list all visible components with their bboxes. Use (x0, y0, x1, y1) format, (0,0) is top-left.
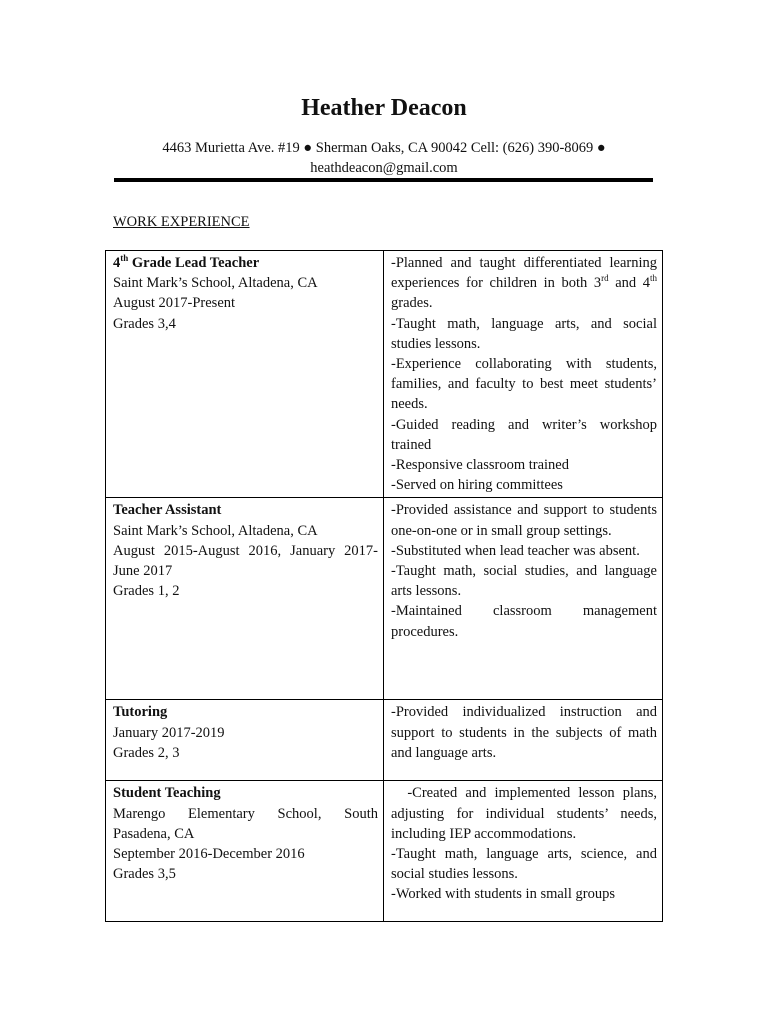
job-dates: August 2017-Present (113, 295, 236, 312)
table-row (106, 781, 663, 922)
contact-info (112, 138, 656, 178)
work-experience-heading: WORK EXPERIENCE (113, 214, 250, 230)
job-duties-cell (384, 700, 663, 781)
work-experience-table (105, 250, 663, 922)
table-row (106, 251, 663, 498)
duty-item: -Taught math, language arts, science, and social studies lessons. (391, 846, 657, 883)
job-role: Teacher Assistant (113, 502, 222, 519)
duty-item: -Worked with students in small groups (391, 886, 615, 903)
contact-email: heathdeacon@gmail.com (310, 160, 458, 176)
duty-item: -Served on hiring committees (391, 477, 563, 494)
job-role: 4th Grade Lead Teacher (113, 253, 260, 271)
job-dates: September 2016-December 2016 (113, 846, 305, 863)
duty-item: -Guided reading and writer’s workshop trained (391, 416, 657, 453)
contact-address-phone: 4463 Murietta Ave. #19 ● Sherman Oaks, CA 90042 Cell: (626) 390-8069 ● (162, 140, 606, 156)
job-grades: Grades 1, 2 (113, 583, 180, 600)
duty-item: -Taught math, social studies, and language arts lessons. (391, 563, 657, 600)
job-role: Student Teaching (113, 785, 221, 802)
job-role: Tutoring (113, 704, 168, 721)
job-grades: Grades 2, 3 (113, 744, 180, 761)
job-details-cell (106, 781, 384, 922)
job-dates: January 2017-2019 (113, 724, 225, 741)
job-dates: August 2015-August 2016, January 2017-June 2017 (113, 542, 378, 580)
job-school: Saint Mark’s School, Altadena, CA (113, 522, 318, 539)
resume-name: Heather Deacon (301, 95, 467, 121)
duty-item: -Provided individualized instruction and support to students in the subjects of math and language arts. (391, 704, 657, 761)
duty-item: -Maintained classroom management procedures. (391, 603, 657, 640)
job-details-cell (106, 498, 384, 700)
duty-item: -Planned and taught differentiated learning experiences for children in both 3rd and 4th grades. (391, 255, 657, 312)
duty-item: -Provided assistance and support to students one-on-one or in small group settings. (391, 502, 657, 539)
job-duties-cell (384, 498, 663, 700)
job-details-cell (106, 700, 384, 781)
job-duties-cell (384, 251, 663, 498)
duty-item: -Substituted when lead teacher was absent. (391, 542, 640, 559)
job-grades: Grades 3,4 (113, 315, 176, 332)
job-details-cell (106, 251, 384, 498)
job-school: Saint Mark’s School, Altadena, CA (113, 275, 318, 292)
table-row (106, 498, 663, 700)
job-duties-cell (384, 781, 663, 922)
duty-item: -Created and implemented lesson plans, adjusting for individual students’ needs, including IEP accommodations. (391, 785, 661, 842)
duty-item: -Experience collaborating with students, families, and faculty to best meet students’ needs. (391, 356, 657, 413)
header-divider (114, 178, 653, 182)
table-row (106, 700, 663, 781)
duty-item: -Responsive classroom trained (391, 457, 569, 474)
duty-item: -Taught math, language arts, and social studies lessons. (391, 315, 657, 352)
job-grades: Grades 3,5 (113, 866, 176, 883)
job-school: Marengo Elementary School, South Pasadena, CA (113, 805, 378, 842)
